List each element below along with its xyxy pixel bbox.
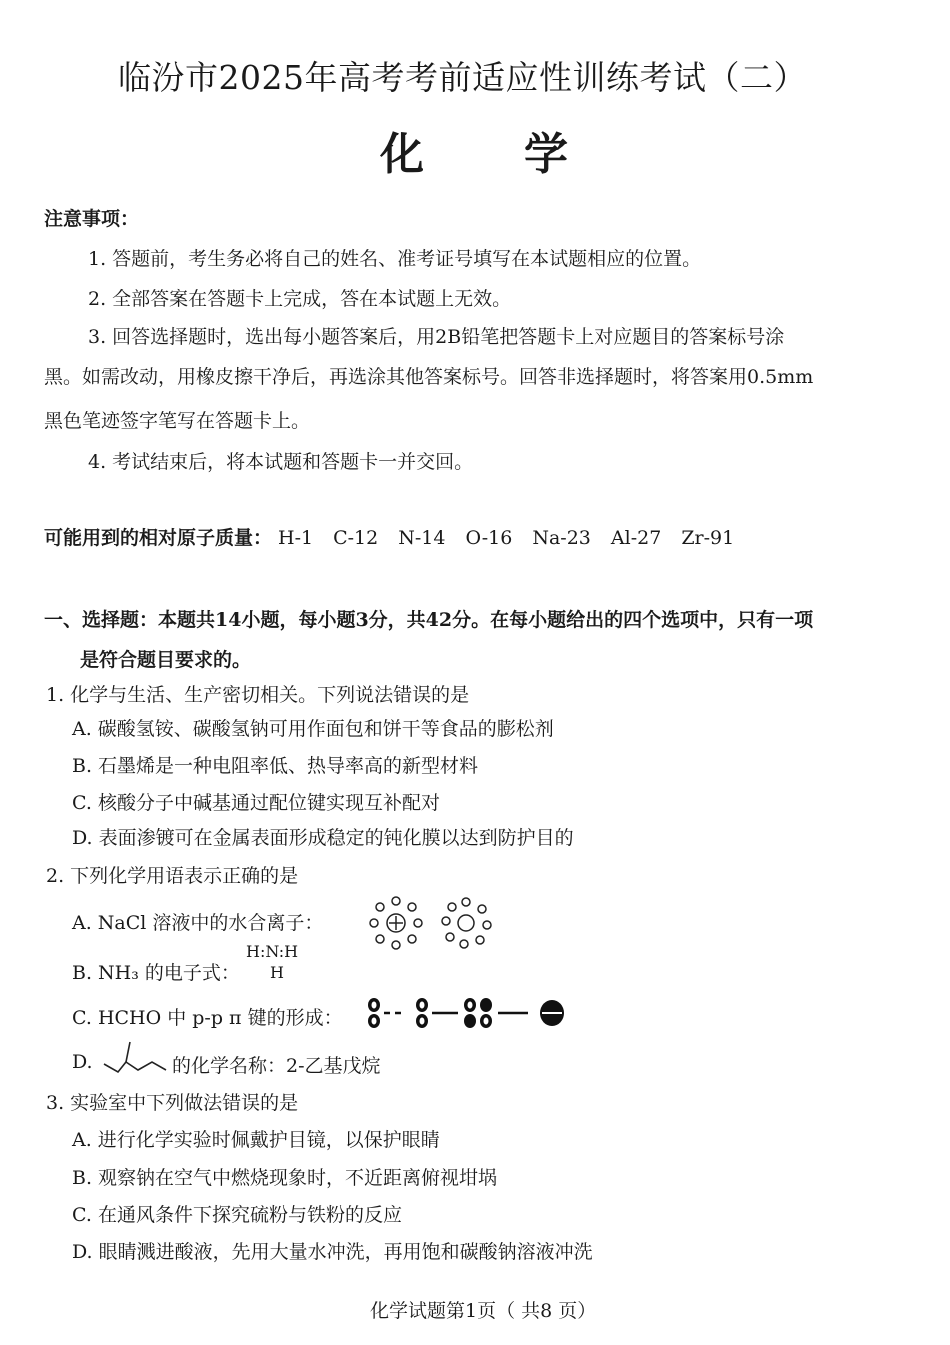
mass-o: O-16 <box>465 527 513 549</box>
q1-option-b: B. 石墨烯是一种电阻率低、热导率高的新型材料 <box>72 755 479 777</box>
note-3: 3. 回答选择题时，选出每小题答案后，用2B铅笔把答题卡上对应题目的答案标号涂 <box>88 326 785 348</box>
mass-al: Al-27 <box>610 527 662 549</box>
p-orbital-diagram <box>362 996 582 1030</box>
q3-option-d: D. 眼睛溅进酸液，先用大量水冲洗，再用饱和碳酸钠溶液冲洗 <box>72 1241 593 1263</box>
section-heading-1: 一、选择题：本题共14小题，每小题3分，共42分。在每小题给出的四个选项中，只有一项 <box>44 609 814 631</box>
q1-option-c: C. 核酸分子中碱基通过配位键实现互补配对 <box>72 792 440 814</box>
mass-n: N-14 <box>398 527 446 549</box>
page-footer: 化学试题第1页（ 共8 页） <box>370 1300 597 1322</box>
nh3-formula-top: H:N:H <box>246 942 299 961</box>
mass-h: H-1 <box>278 527 314 549</box>
note-3-cont: 黑。如需改动，用橡皮擦干净后，再选涂其他答案标号。回答非选择题时，将答案用0.5mm <box>44 366 814 388</box>
q3-stem: 3. 实验室中下列做法错误的是 <box>46 1092 299 1114</box>
section-heading-2: 是符合题目要求的。 <box>80 649 252 671</box>
q2-option-a: A. NaCl 溶液中的水合离子： <box>72 912 324 934</box>
q2-stem: 2. 下列化学用语表示正确的是 <box>46 865 299 887</box>
mass-na: Na-23 <box>532 527 591 549</box>
atomic-masses-label: 可能用到的相对原子质量： <box>44 527 273 549</box>
q2-option-d-suffix: 的化学名称：2-乙基戊烷 <box>172 1055 381 1077</box>
mass-c: C-12 <box>333 527 379 549</box>
notes-heading: 注意事项： <box>44 208 140 230</box>
hydrated-ions-diagram <box>362 893 502 953</box>
note-2: 2. 全部答案在答题卡上完成，答在本试题上无效。 <box>88 288 512 310</box>
nh3-formula-bottom: H <box>270 963 284 982</box>
page-title: 临汾市2025年高考考前适应性训练考试（二） <box>118 58 807 97</box>
q3-option-c: C. 在通风条件下探究硫粉与铁粉的反应 <box>72 1204 402 1226</box>
q3-option-a: A. 进行化学实验时佩戴护目镜，以保护眼睛 <box>72 1129 440 1151</box>
q1-option-d: D. 表面渗镀可在金属表面形成稳定的钝化膜以达到防护目的 <box>72 827 574 849</box>
note-3-cont2: 黑色笔迹签字笔写在答题卡上。 <box>44 410 311 432</box>
q1-option-a: A. 碳酸氢铵、碳酸氢钠可用作面包和饼干等食品的膨松剂 <box>72 718 554 740</box>
q2-option-b: B. NH₃ 的电子式： <box>72 962 240 984</box>
mass-zr: Zr-91 <box>681 527 735 549</box>
q2-option-d-prefix: D. <box>72 1051 93 1073</box>
atomic-masses <box>44 523 748 550</box>
skeletal-formula-diagram <box>100 1038 172 1078</box>
q2-option-c: C. HCHO 中 p-p π 键的形成： <box>72 1007 343 1029</box>
note-1: 1. 答题前，考生务必将自己的姓名、准考证号填写在本试题相应的位置。 <box>88 248 702 270</box>
note-4: 4. 考试结束后，将本试题和答题卡一并交回。 <box>88 451 474 473</box>
q1-stem: 1. 化学与生活、生产密切相关。下列说法错误的是 <box>46 684 470 706</box>
q3-option-b: B. 观察钠在空气中燃烧现象时，不近距离俯视坩埚 <box>72 1167 498 1189</box>
subject-title: 化学 <box>380 129 668 180</box>
